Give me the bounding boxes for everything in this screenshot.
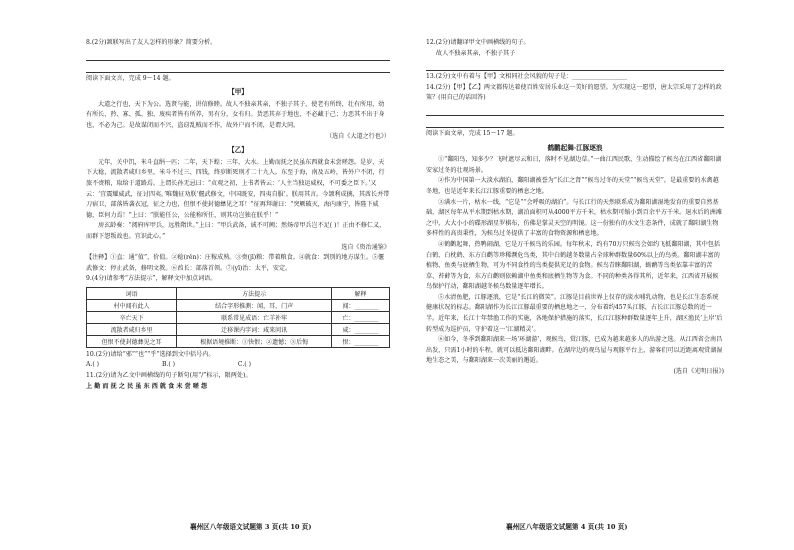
answer-cell[interactable]: 闻：________ <box>332 299 390 311</box>
table-row <box>87 299 390 311</box>
option-a[interactable]: A.( ) <box>86 361 100 369</box>
right-page <box>426 38 724 378</box>
question-11-sentence[interactable]: 上 勤 而 抚 之 民 虽 东 西 就 食 未 尝 嗟 怨 <box>86 382 208 390</box>
article-source: (选自《光明日报》) <box>673 368 724 376</box>
passage-yi-title: 【乙】 <box>228 146 248 155</box>
article-para: ③满水一片，枯水一线，“它是”“会呼吸的湖泊”。与长江行的天然联系成为鄱阳湖湿地发育的重要自然基础，湖区每年从平水期到枯水期，湖泊面积可从4000平方千米，枯水期可缩小到百余平方千米。退水后的洲滩之中，大大小小的碟形湖星罗棋布，仿佛是掌灵天空的明镜。这一份独有的水文生态条件，成就了鄱阳湖生物多样性的高贵秉性，为候鸟过冬提供了丰富的食物资源和栖息地。 <box>426 198 722 238</box>
article-para: ④鹤鹳起舞，热鸭闹湖，它是万千候鸟的乐园。每年秋末，约有70万只候鸟会如约飞抵鄱阳湖，其中包括白鹤、白枕鹤、东方白鹳等珍稀濒危鸟类，其中白鹤越冬数量占全球种群数量60%以上的鸟类。鄱阳湖丰富的植物、鱼类与底栖生物，可为不同食性的鸟类提供充足的食物。候鸟青睐鄱阳湖，蛎鹬等鸟类依靠丰富的苦草、苔藓等为食，东方白鹳则依赖湖中鱼类和底栖生物等为食。不同的种类各得其所，近年来，江西省开展候鸟保护行动，鄱阳湖越冬候鸟数量逐年增长。 <box>426 240 720 291</box>
table-cell: 流散者咸归乡里 <box>87 323 177 335</box>
question-12-sentence: 故人不独亲其亲，不独子其子 <box>436 49 516 57</box>
question-13[interactable]: 13.(2分)文中有着与【甲】文相同社会风貌的句子是：__________________ <box>426 73 628 81</box>
answer-line[interactable] <box>426 61 724 71</box>
table-cell: 村中闻有此人 <box>87 299 177 311</box>
reading-intro: 阅读下面文章，完成 15～17 题。 <box>426 129 519 137</box>
option-b[interactable]: B.( ) <box>161 361 176 369</box>
passage-yi-para: 房玄龄奏：“阅府库甲兵，远胜隋世。”上曰：“甲兵武备，诚不可阙；然炀帝甲兵岂不足( )！正由不修仁义，而群下怨叛故也。宜识此心。” <box>86 222 386 240</box>
question-9: 9.(4分)请参考“方法提示”，解释文中加点词语。 <box>86 275 217 283</box>
answer-cell[interactable]: 咸：________ <box>332 323 390 335</box>
article-para: ①“鄱阳鸟，知多少？飞时遮尽云和日，落时不见湖边草。”一曲江西民歌，生动描绘了候鸟在江西省鄱阳湖安家过冬的壮观场景。 <box>426 156 722 174</box>
passage-jia: 大道之行也，天下为公。选贤与能，讲信修睦。故人不独亲其亲，不独子其子，使老有所终，壮有所用，幼有所长，矜、寡、孤、独、废疾者皆有所养，男有分，女有归。货恶其弃于地也，不必藏于己；力恶其不出于身也，不必为己。是故谋闭而不兴，盗窃乱贼而不作，故外户而不闭，是谓大同。 <box>86 100 385 129</box>
table-row <box>87 335 390 347</box>
passage-yi-para: 元年，关中饥，米斗直绢一匹；二年，天下蝗；三年，大水。上勤而抚之民虽东西就食未尝嗟怨。是岁，天下大稔，流散者咸归乡里，米斗不过三、四钱，终岁断死刑才二十九人。东至于海，南及五岭，皆外户不闭，行旅不赍粮，取给于道路焉。上谓长孙无忌曰：“贞观之初，上书者皆云：‘人主当独运威权，不可委之臣下。’又云：‘宜震耀威武，征讨四夷。’唯魏征劝朕‘偃武修文，中国既安，四夷自服’。朕用其言。今颉利成擒，其酋长并带刀宿卫，部落皆袭衣冠，征之力也，但恨不使封德彝见之耳！”征再拜谢曰：“突厥破灭，海内康宁，皆陛下威德，臣何力焉！”上曰：“朕能任公，公能称所任，则其功岂独在朕乎！” <box>86 158 390 219</box>
table-cell: 迁移课内字词：咸来问讯 <box>177 323 332 335</box>
passage-jia-title: 【甲】 <box>228 88 248 97</box>
annotations: 【注释】①直：通“值”，价值。②稔(rěn)：庄稼成熟。③赍(jī)粮：带着粮食。④就食：到别的地方谋生。⑤偃武修文：停止武备，修明文教。⑥酋长：部落首领。⑦(yī)治：太平，安定。 <box>86 254 385 272</box>
question-8: 8.(2分)颔联写出了友人怎样的形象？简要分析。 <box>86 39 217 46</box>
answer-line[interactable] <box>86 51 390 61</box>
table-header-row <box>87 287 390 299</box>
article-para: ②作为中国第一大淡水湖泊，鄱阳湖被誉为“长江之肾”“候鸟过冬的天堂”“候鸟天堂”，是最重要的水禽越冬地，也是近年来长江江豚重要的栖息之地。 <box>426 177 719 195</box>
option-c[interactable]: C.( ) <box>237 361 251 369</box>
page-footer-left: 襄州区八年级语文试题第 3 页(共 10 页) <box>190 523 312 531</box>
reading-intro: 阅读下面文言，完成 9～14 题。 <box>86 74 175 82</box>
table-cell: 联系常见成语：亡羊补牢 <box>177 311 332 323</box>
article-title: 鹤鹳起舞·江豚逐浪 <box>547 143 603 152</box>
table-header: 词语 <box>87 287 177 299</box>
answer-line[interactable] <box>426 106 724 116</box>
question-10-options <box>86 360 390 371</box>
article-para: ⑤水清鱼肥，江豚逐浪，它是“长江的微笑”。江豚是目前世界上仅存的淡水哺乳动物，也是长江生态系统健康状况的标志。鄱阳湖作为长江江豚最重要的栖息地之一，分布着约457头江豚，占长江江豚总数的近一半。近年来，长江十年禁渔工作的实施，各地保护措施的落实，长江江豚种群数量逐年上升，湖区渔民‘上岸’后转型成为巡护员，守护着这一‘江湖精灵’。 <box>426 293 723 333</box>
answer-line[interactable] <box>86 63 390 73</box>
answer-cell[interactable]: 恨：________ <box>332 335 390 347</box>
table-row <box>87 311 390 323</box>
passage-yi-source: 选自《资治通鉴》 <box>341 243 390 251</box>
table-cell: 根据语境推断：①快恨；②遗憾；③后悔 <box>177 335 332 347</box>
question-11: 11.(2分)请为乙文中画横线的句子断句(用“/”标示，限两处)。 <box>86 372 252 380</box>
question-12: 12.(2分)请翻译甲文中画横线的句子。 <box>426 39 530 46</box>
table-row <box>87 323 390 335</box>
table-cell: 卒亡天下 <box>87 311 177 323</box>
question-10: 10.(2分)请给“邪”“也”“乎”选择到文中括号内。 <box>86 350 215 358</box>
answer-line[interactable] <box>426 118 724 128</box>
table-cell: 但恨不使封德彝见之耳 <box>87 335 177 347</box>
left-page <box>86 38 390 392</box>
vocab-table <box>86 287 390 348</box>
table-cell: 结合字形推测：闻，耳，门声 <box>177 299 332 311</box>
question-14: 14.(2分)【甲】【乙】两文都传达着使百姓安居乐业这一美好的愿望。为实现这一愿望，唐太宗采用了怎样的政策？(用自己的话回答) <box>426 83 722 102</box>
table-header: 解释 <box>332 287 390 299</box>
passage-jia-source: （选自《大道之行也》） <box>326 132 390 140</box>
table-header: 方法提示 <box>177 287 332 299</box>
article-para: ⑥如今，冬季到鄱阳湖来一场‘环湖游’，观候鸟，赏江豚，已成为越来越多人的出游之选。从江西省会南昌出发，只需1小时的车程，就可以抵达鄱阳湖畔。在湖岸边的观鸟屋与观豚平台上，游客们可以近距离观赏湖湿地生态之美，与鄱阳湖来一次美丽的邂逅。 <box>426 336 723 365</box>
answer-cell[interactable]: 亡：________ <box>332 311 390 323</box>
page-footer-right: 襄州区八年级语文试题第 4 页(共 10 页) <box>506 523 628 531</box>
